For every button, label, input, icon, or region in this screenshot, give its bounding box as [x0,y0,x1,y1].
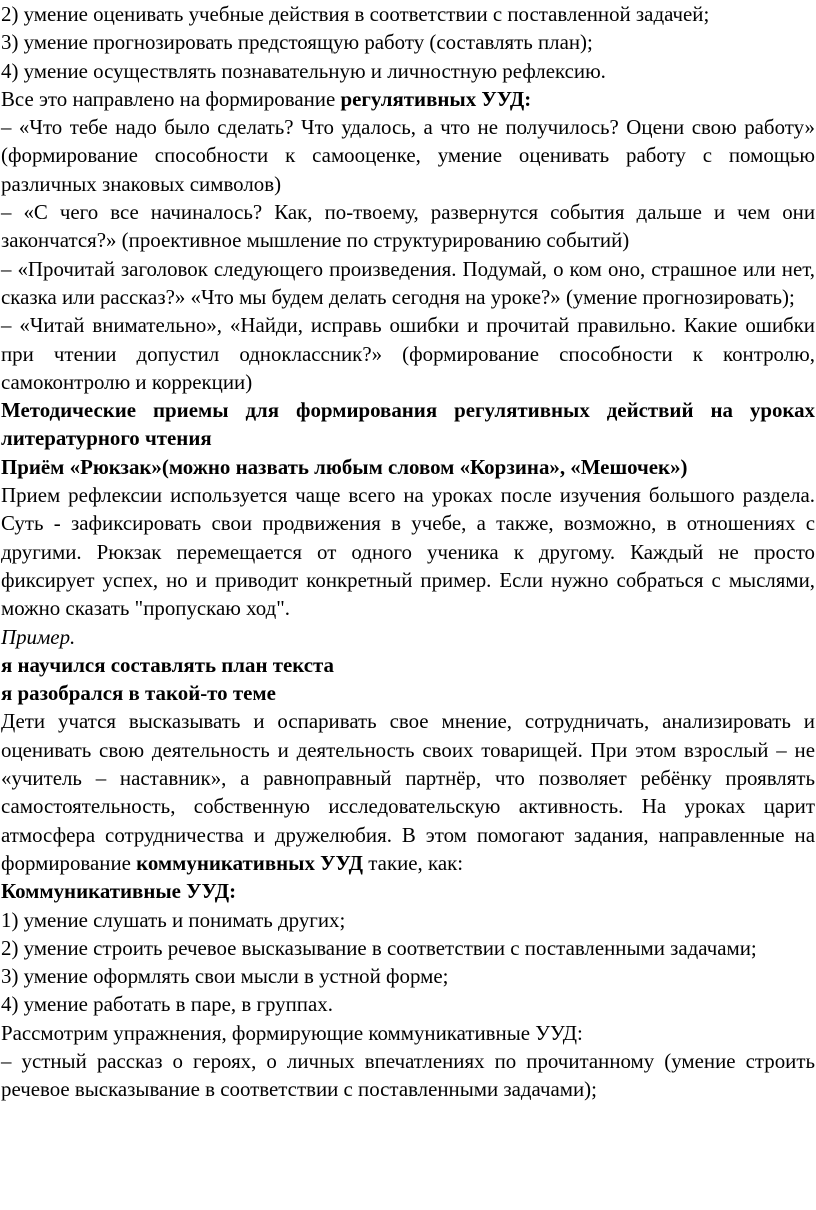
communicative-item-4: 4) умение работать в паре, в группах. [1,992,333,1017]
technique-description: Прием рефлексии используется чаще всего на уроках после изучения большого раздела. Суть - зафиксировать свои продвижения в учебе, а также, возможно, в отношениях с другими. Рюкзак перемещается от одного ученика к другому. Каждый не просто фиксирует успех, но и приводит конкретный пример. Если нужно собраться с мыслями, можно сказать "пропускаю ход". [1,483,815,621]
regulatory-intro [1,85,815,113]
exercise-oral-story: – устный рассказ о героях, о личных впечатлениях по прочитанному (умение строить речевое высказывание в соответствии с поставленными задачами); [1,1048,815,1102]
skill-item-4: 4) умение осуществлять познавательную и личностную рефлексию. [1,58,606,83]
communication-paragraph [1,707,815,877]
question-projective-thinking: – «С чего все начиналось? Как, по-твоему, развернутся события дальше и чем они закончатся?» (проективное мышление по структурированию событий) [1,200,815,253]
skill-item-3: 3) умение прогнозировать предстоящую работу (составлять план); [1,30,593,55]
example-line-2: я разобрался в такой-то теме [1,681,276,706]
technique-heading-backpack: Приём «Рюкзак»(можно назвать любым словом «Корзина», «Мешочек») [1,454,688,479]
communicative-heading: Коммуникативные УУД: [1,879,237,904]
communicative-term: коммуникативных УУД [136,850,364,875]
communicative-item-1: 1) умение слушать и понимать других; [1,907,346,932]
communication-paragraph-text: Дети учатся высказывать и оспаривать свое мнение, сотрудничать, анализировать и оценивать свою деятельность и деятельность своих товарищей. При этом взрослый – не «учитель – наставник», а равноправный партнёр, что позволяет ребёнку проявлять самостоятельность, собственную исследовательскую активность. На уроках царит атмосфера сотрудничества и дружелюбия. В этом помогают задания, направленные на формирование [1,709,815,875]
example-label: Пример. [1,624,76,649]
communication-paragraph-tail: такие, как: [363,850,464,875]
skill-item-2: 2) умение оценивать учебные действия в соответствии с поставленной задачей; [1,2,710,26]
regulatory-intro-text: Все это направлено на формирование [1,86,341,111]
example-line-1: я научился составлять план текста [1,652,334,677]
question-self-assessment: – «Что тебе надо было сделать? Что удалось, а что не получилось? Оцени свою работу» (формирование способности к самооценке, умение оценивать работу с помощью различных знаковых символов) [1,115,815,196]
regulatory-term: регулятивных УУД: [340,86,532,111]
question-control: – «Читай внимательно», «Найди, исправь ошибки и прочитай правильно. Какие ошибки при чтении допустил одноклассник?» (формирование способности к контролю, самоконтролю и коррекции) [1,313,815,394]
communicative-item-2: 2) умение строить речевое высказывание в соответствии с поставленными задачами; [1,935,757,960]
communicative-item-3: 3) умение оформлять свои мысли в устной форме; [1,964,449,989]
exercises-intro: Рассмотрим упражнения, формирующие коммуникативные УУД: [1,1020,583,1045]
question-forecasting: – «Прочитай заголовок следующего произведения. Подумай, о ком оно, страшное или нет, сказка или рассказ?» «Что мы будем делать сегодня на уроке?» (умение прогнозировать); [1,256,815,309]
section-heading-methods: Методические приемы для формирования регулятивных действий на уроках литературного чтения [1,398,815,451]
